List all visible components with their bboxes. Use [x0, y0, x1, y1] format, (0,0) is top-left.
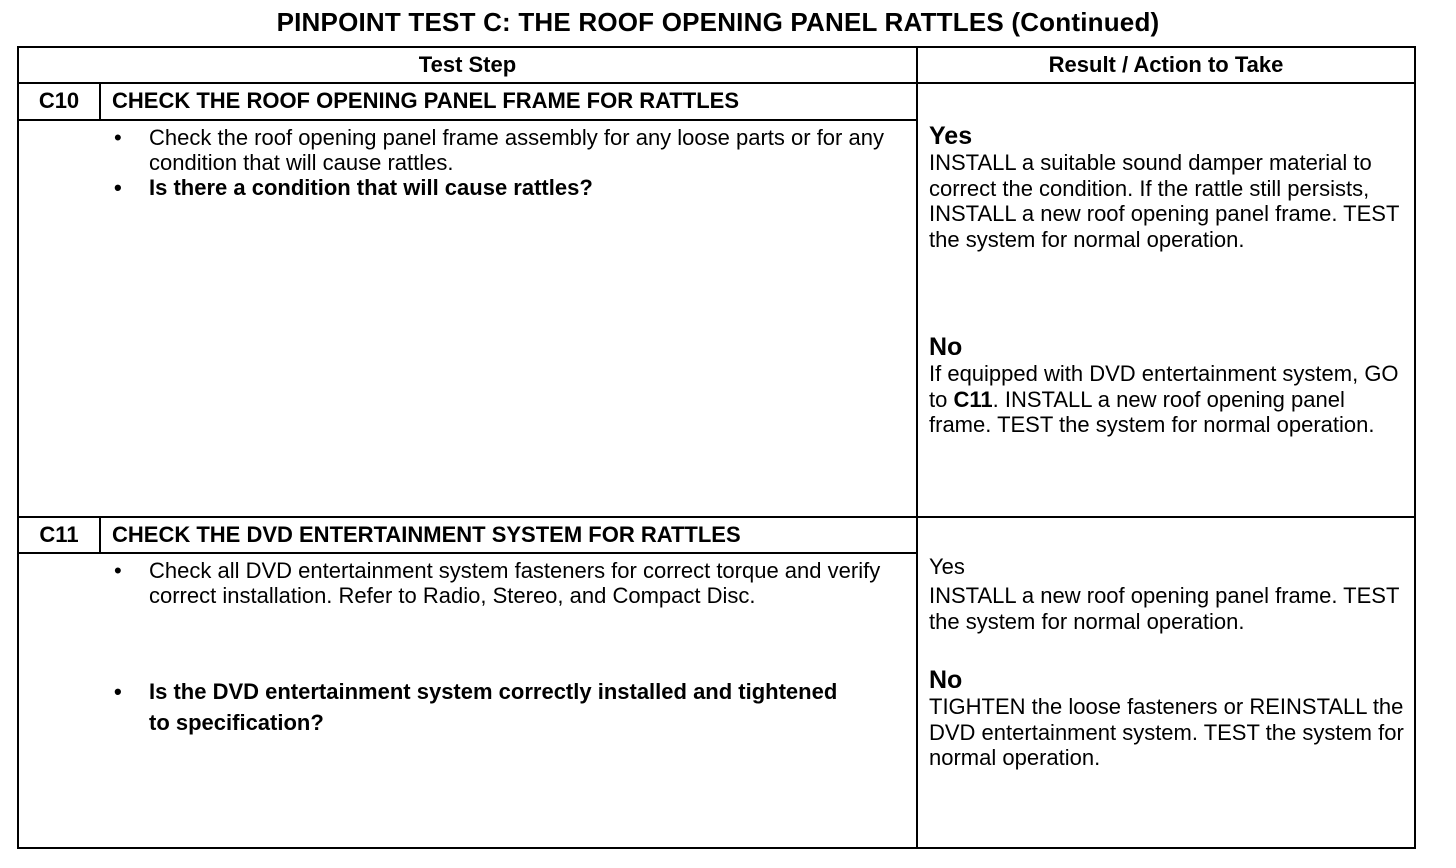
no-action-part: If equipped with DVD entertainment system, GO to [929, 361, 1399, 412]
no-label: No [929, 666, 963, 694]
header-result-action: Result / Action to Take [1048, 52, 1284, 77]
yes-action-text: INSTALL a new roof opening panel frame. TEST the system for normal operation. [929, 583, 1400, 634]
step-instructions-c10 [112, 125, 902, 200]
result-no-c11 [929, 666, 1409, 771]
c10-title-underline [17, 119, 917, 121]
no-label: No [929, 333, 963, 361]
step-id-c10: C10 [38, 88, 80, 113]
no-action-text [929, 361, 1409, 438]
question-text: Is the DVD entertainment system correctly installed and tightened to specification? [149, 679, 838, 735]
instruction-text: Check the roof opening panel frame assembly for any loose parts or for any condition that will cause rattles. [149, 125, 884, 175]
yes-action-text: INSTALL a suitable sound damper material to correct the condition. If the rattle still persists, INSTALL a new roof opening panel frame. TEST the system for normal operation. [929, 150, 1400, 252]
step-reference: C11 [953, 386, 993, 412]
step-id-c11: C11 [39, 522, 79, 547]
step-divider [17, 516, 1416, 518]
no-action-part: . INSTALL a new roof opening panel frame. TEST the system for normal operation. [929, 386, 1375, 437]
step-title-c11: CHECK THE DVD ENTERTAINMENT SYSTEM FOR RATTLES [112, 522, 741, 547]
bullet-icon: • [114, 679, 122, 704]
bullet-icon: • [114, 558, 122, 583]
step-title-c10: CHECK THE ROOF OPENING PANEL FRAME FOR RATTLES [112, 88, 740, 113]
question-item [112, 676, 852, 738]
no-action-text: TIGHTEN the loose fasteners or REINSTALL the DVD entertainment system. TEST the system for normal operation. [929, 694, 1404, 770]
instruction-item [112, 558, 902, 608]
page-title: PINPOINT TEST C: THE ROOF OPENING PANEL RATTLES (Continued) [276, 7, 1160, 37]
step-question-c11 [112, 676, 852, 738]
step-instructions-c11 [112, 558, 902, 608]
question-item [112, 175, 902, 200]
result-yes-c10 [929, 122, 1409, 252]
bullet-icon: • [114, 125, 122, 150]
bullet-icon: • [114, 175, 122, 200]
yes-label: Yes [929, 554, 965, 579]
result-no-c10 [929, 333, 1409, 438]
c11-title-underline [17, 552, 917, 554]
result-yes-c11 [929, 553, 1409, 634]
header-test-step: Test Step [418, 52, 517, 77]
yes-label: Yes [929, 122, 973, 150]
question-text: Is there a condition that will cause rattles? [149, 175, 593, 200]
header-divider [17, 82, 1416, 84]
instruction-item [112, 125, 902, 175]
instruction-text: Check all DVD entertainment system fasteners for correct torque and verify correct installation. Refer to Radio, Stereo, and Compact Disc. [149, 558, 881, 608]
column-divider [916, 46, 918, 849]
